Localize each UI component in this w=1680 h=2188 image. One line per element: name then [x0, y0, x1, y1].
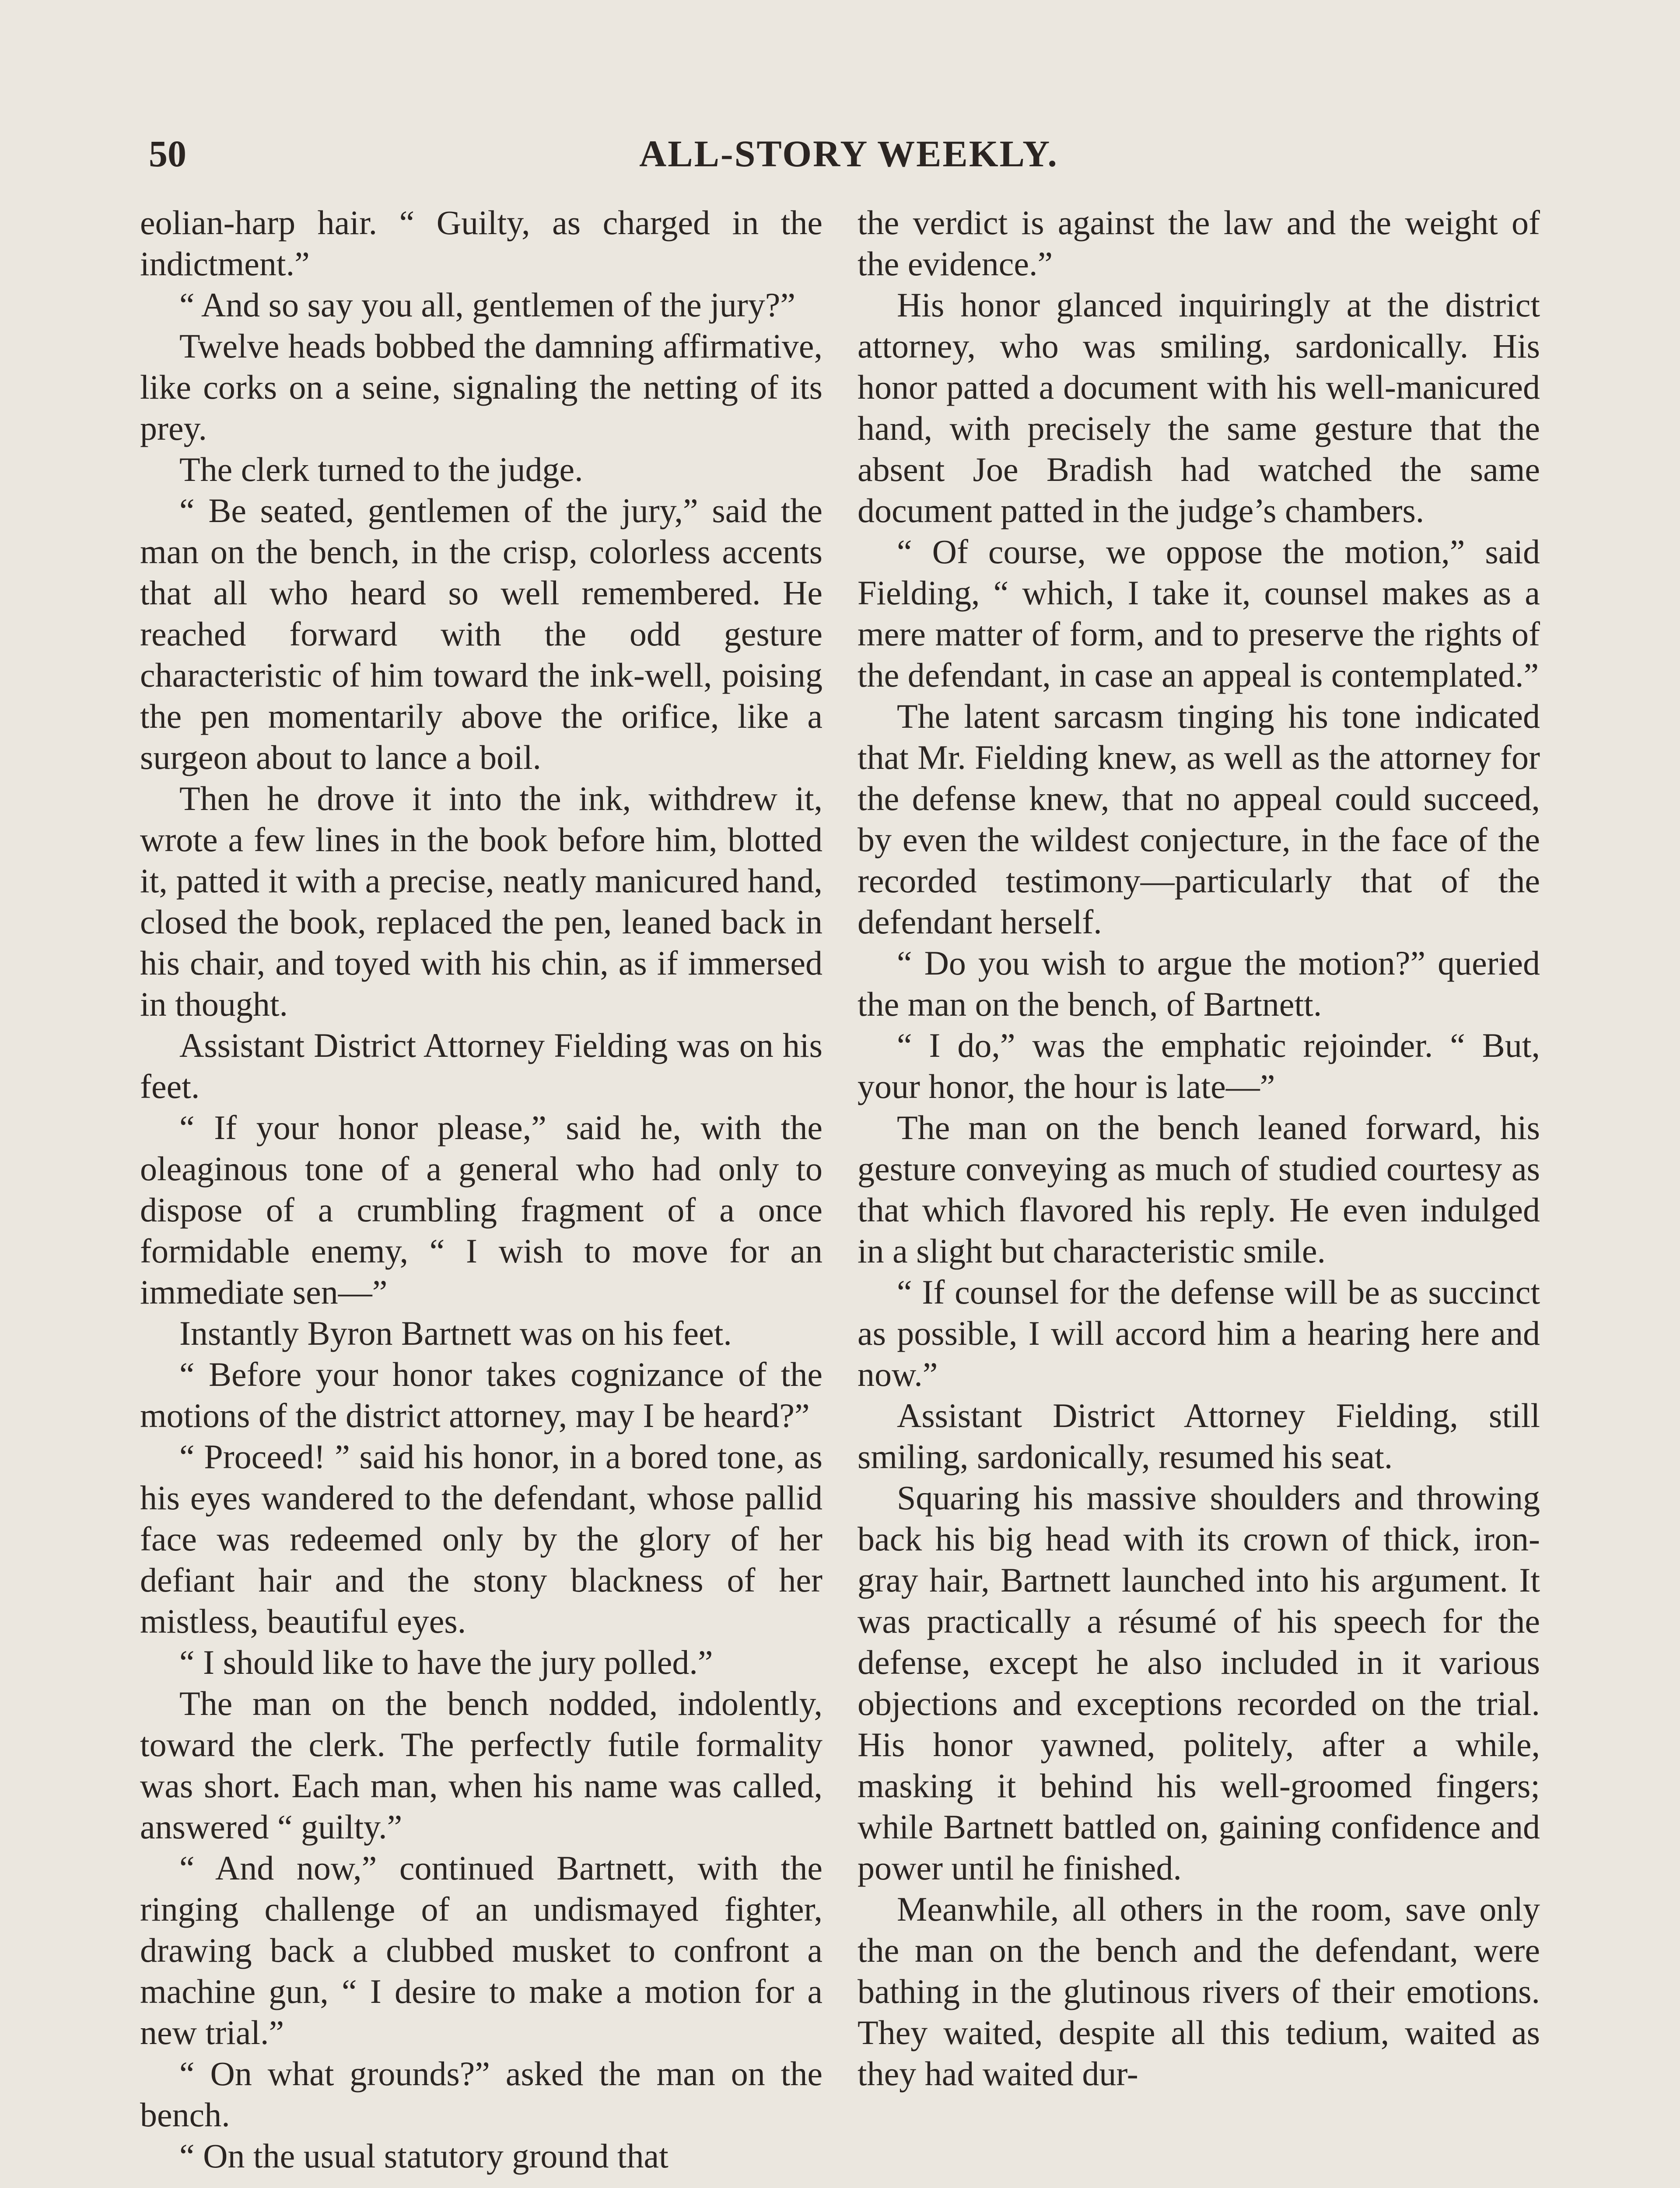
paragraph: “ Before your honor takes cognizance of the motions of the district attorney, may I be heard?” [140, 1355, 822, 1434]
paragraph: His honor glanced inquiringly at the district attorney, who was smiling, sardonically. His honor patted a document with his well-manicured hand, with precisely the same gesture that the absent Joe Bradish had watched the same document patted in the judge’s chambers. [858, 286, 1540, 529]
paragraph: “ Proceed! ” said his honor, in a bored tone, as his eyes wandered to the defendant, whose pallid face was redeemed only by the glory of her defiant hair and the stony blackness of her mistless, beautiful eyes. [140, 1438, 822, 1640]
right-column [858, 202, 1540, 2188]
paragraph: The clerk turned to the judge. [179, 450, 583, 488]
paragraph: Meanwhile, all others in the room, save only the man on the bench and the defendant, were bathing in the glutinous rivers of their emotions. They waited, despite all this tedium, waited as they had waited dur- [858, 1890, 1540, 2093]
left-column [140, 202, 822, 2188]
paragraph: the verdict is against the law and the weight of the evidence.” [858, 203, 1540, 283]
paragraph: Assistant District Attorney Fielding was on his feet. [140, 1026, 822, 1105]
paragraph: “ And now,” continued Bartnett, with the ringing challenge of an undismayed fighter, drawing back a clubbed musket to confront a machine gun, “ I desire to make a motion for a new trial.” [140, 1849, 822, 2051]
paragraph: “ And so say you all, gentlemen of the jury?” [179, 286, 795, 324]
paragraph: eolian-harp hair. “ Guilty, as charged in the indictment.” [140, 203, 822, 283]
paragraph: Instantly Byron Bartnett was on his feet. [179, 1314, 732, 1352]
paragraph: Assistant District Attorney Fielding, still smiling, sardonically, resumed his seat. [858, 1396, 1540, 1476]
paragraph: Then he drove it into the ink, withdrew it, wrote a few lines in the book before him, blotted it, patted it with a precise, neatly manicured hand, closed the book, replaced the pen, leaned back in his chair, and toyed with his chin, as if immersed in thought. [140, 779, 822, 1023]
paragraph: The latent sarcasm tinging his tone indicated that Mr. Fielding knew, as well as the attorney for the defense knew, that no appeal could succeed, by even the wildest conjecture, in the face of the recorded testimony—particularly that of the defendant herself. [858, 697, 1540, 941]
paragraph: “ I should like to have the jury polled.” [179, 1643, 713, 1681]
paragraph: The man on the bench leaned forward, his gesture conveying as much of studied courtesy as that which flavored his reply. He even indulged in a slight but characteristic smile. [858, 1108, 1540, 1270]
paragraph: “ If counsel for the defense will be as succinct as possible, I will accord him a hearing here and now.” [858, 1273, 1540, 1393]
paragraph: The man on the bench nodded, indolently, toward the clerk. The perfectly futile formality was short. Each man, when his name was called, answered “ guilty.” [140, 1684, 822, 1846]
paragraph: “ Be seated, gentlemen of the jury,” said the man on the bench, in the crisp, colorless accents that all who heard so well remembered. He reached forward with the odd gesture characteristic of him toward the ink-well, poising the pen momentarily above the orifice, like a surgeon about to lance a boil. [140, 491, 822, 776]
paragraph: “ Of course, we oppose the motion,” said Fielding, “ which, I take it, counsel makes as a mere matter of form, and to preserve the rights of the defendant, in case an appeal is contemplated.” [858, 533, 1540, 694]
page-header [149, 130, 1549, 178]
paragraph: “ If your honor please,” said he, with the oleaginous tone of a general who had only to dispose of a crumbling fragment of a once formidable enemy, “ I wish to move for an immediate sen—” [140, 1108, 822, 1311]
running-title: ALL-STORY WEEKLY. [639, 133, 1058, 175]
paragraph: “ On the usual statutory ground that [179, 2137, 668, 2175]
paragraph: “ On what grounds?” asked the man on the bench. [140, 2055, 822, 2134]
paragraph: “ I do,” was the emphatic rejoinder. “ But, your honor, the hour is late—” [858, 1026, 1540, 1105]
paragraph: “ Do you wish to argue the motion?” queried the man on the bench, of Bartnett. [858, 944, 1540, 1023]
page-number: 50 [149, 133, 186, 175]
paragraph: Twelve heads bobbed the damning affirmative, like corks on a seine, signaling the netting of its prey. [140, 327, 822, 447]
paragraph: Squaring his massive shoulders and throwing back his big head with its crown of thick, iron-gray hair, Bartnett launched into his argument. It was practically a résumé of his speech for the defense, except he also included in it various objections and exceptions recorded on the trial. His honor yawned, politely, after a while, masking it behind his well-groomed fingers; while Bartnett battled on, gaining confidence and power until he finished. [858, 1479, 1540, 1887]
text-columns [140, 202, 1540, 2188]
